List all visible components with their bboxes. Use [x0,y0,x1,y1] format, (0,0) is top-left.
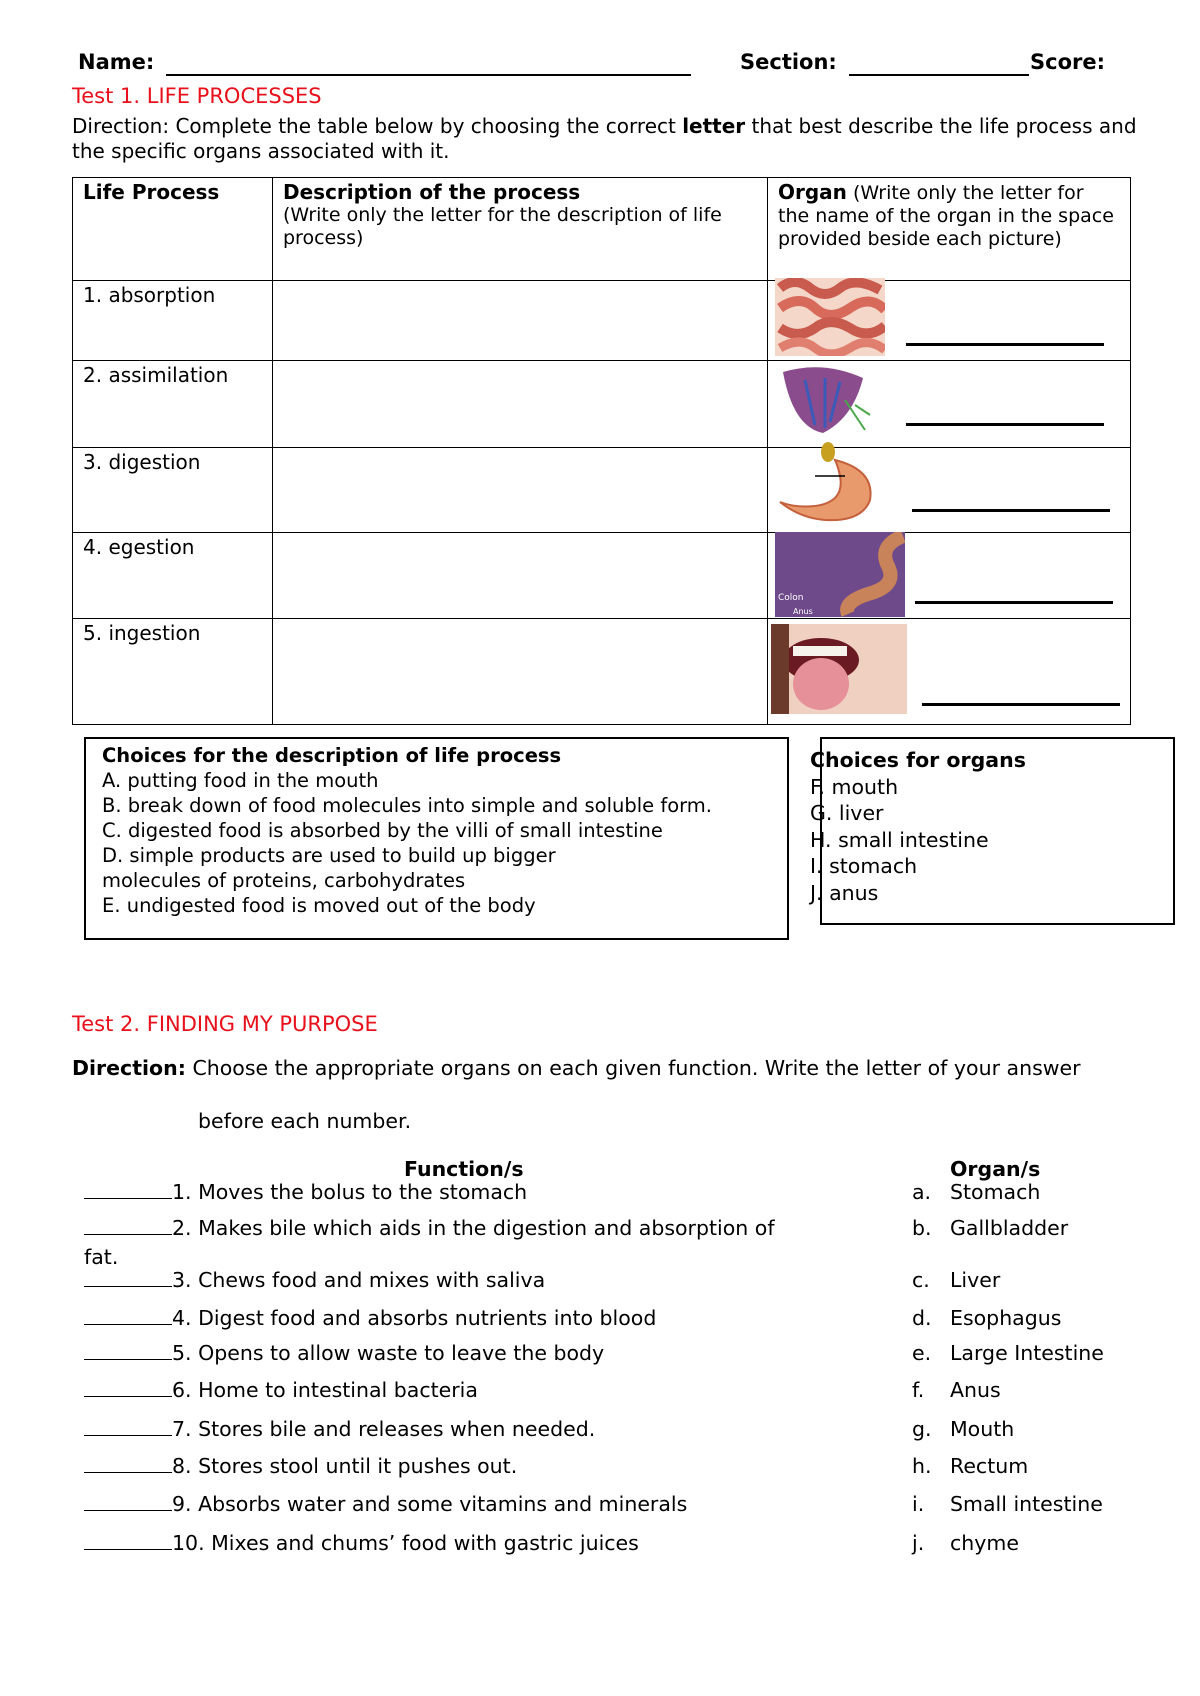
function-item [84,1341,604,1365]
organ-option: Rectum [950,1454,1029,1478]
answer-cell-3[interactable] [273,448,768,533]
function-text: 2. Makes bile which aids in the digestion and absorption of [172,1216,775,1240]
choice-h: H. small intestine [810,827,989,852]
test2-direction-cont: before each number. [198,1109,412,1133]
function-text: 5. Opens to allow waste to leave the body [172,1341,605,1365]
colon-anus-image [775,532,905,617]
row-egestion: 4. egestion [73,533,273,619]
function-text: 7. Stores bile and releases when needed. [172,1417,596,1441]
function-text: 8. Stores stool until it pushes out. [172,1454,518,1478]
life-process-table [72,177,1131,725]
organ-choices-title: Choices for organs [810,748,1026,772]
stomach-image [775,440,885,525]
answer-cell-5[interactable] [273,619,768,725]
answer-blank[interactable] [84,1531,172,1550]
choice-a: A. putting food in the mouth [102,769,379,792]
function-header: Function/s [404,1157,524,1181]
row-ingestion: 5. ingestion [73,619,273,725]
organ-letter: c. [912,1268,930,1292]
col-life-process: Life Process [83,180,220,204]
organ-answer-line-4[interactable] [915,601,1113,604]
organ-letter: i. [912,1492,925,1516]
answer-blank[interactable] [84,1268,172,1287]
col-organ: Organ (Write only the letter for the name of the organ in the space provided beside each picture) [768,178,1131,281]
function-2-cont: fat. [84,1245,119,1269]
function-item [84,1454,517,1478]
organ-option: Esophagus [950,1306,1062,1330]
organ-option: Liver [950,1268,1001,1292]
choice-b: B. break down of food molecules into simple and soluble form. [102,794,713,817]
organ-option: Mouth [950,1417,1015,1441]
col-description-note: (Write only the letter for the description of life process) [283,204,722,249]
organ-letter: f. [912,1378,925,1402]
organ-header: Organ/s [950,1157,1041,1181]
answer-blank[interactable] [84,1417,172,1436]
function-item [84,1378,478,1402]
answer-cell-2[interactable] [273,361,768,448]
answer-blank[interactable] [84,1180,172,1199]
organ-letter: j. [912,1531,925,1555]
test2-direction: Direction: Choose the appropriate organs on each given function. Write the letter of your answer [72,1056,1081,1080]
section-label: Section: [740,50,837,74]
name-field[interactable] [166,74,691,76]
function-item [84,1268,545,1292]
small-intestine-image [775,278,885,356]
organ-letter: e. [912,1341,932,1365]
function-text: 3. Chews food and mixes with saliva [172,1268,546,1292]
anus-caption: Anus [793,607,813,616]
organ-option: Large Intestine [950,1341,1104,1365]
organ-letter: a. [912,1180,932,1204]
row-absorption: 1. absorption [73,281,273,361]
choice-j: J. anus [810,880,879,905]
choice-d-cont: molecules of proteins, carbohydrates [102,869,466,892]
choice-i: I. stomach [810,854,918,878]
function-text: 6. Home to intestinal bacteria [172,1378,478,1402]
function-text: 10. Mixes and chums’ food with gastric juices [172,1531,639,1555]
organ-letter: b. [912,1216,932,1240]
organ-option: Small intestine [950,1492,1103,1516]
test1-direction: Direction: Complete the table below by choosing the correct letter that best describe the life process and the specific organs associated with it. [72,114,1137,163]
answer-blank[interactable] [84,1216,172,1235]
organ-answer-line-2[interactable] [906,423,1104,426]
answer-cell-4[interactable] [273,533,768,619]
function-item [84,1531,639,1555]
score-label: Score: [1030,50,1105,74]
choice-f: F. mouth [810,774,899,799]
organ-answer-line-3[interactable] [912,509,1110,512]
test2-title: Test 2. FINDING MY PURPOSE [72,1012,378,1036]
organ-choices-box [810,737,1175,925]
answer-blank[interactable] [84,1454,172,1473]
answer-blank[interactable] [84,1341,172,1360]
answer-blank[interactable] [84,1492,172,1511]
function-item [84,1417,595,1441]
answer-blank[interactable] [84,1378,172,1397]
organ-letter: h. [912,1454,932,1478]
row-digestion: 3. digestion [73,448,273,533]
organ-letter: d. [912,1306,932,1330]
choice-e: E. undigested food is moved out of the body [102,894,536,917]
description-choices-box [84,737,789,940]
organ-option: Stomach [950,1180,1041,1204]
organ-answer-line-1[interactable] [906,343,1104,346]
organ-option: chyme [950,1531,1019,1555]
name-label: Name: [78,50,155,74]
function-text: 4. Digest food and absorbs nutrients into blood [172,1306,657,1330]
answer-blank[interactable] [84,1306,172,1325]
organ-option: Gallbladder [950,1216,1069,1240]
row-assimilation: 2. assimilation [73,361,273,448]
function-item [84,1306,656,1330]
col-description: Description of the process [283,180,581,204]
choice-d: D. simple products are used to build up bigger [102,844,556,867]
function-item [84,1216,775,1240]
function-item [84,1180,527,1204]
mouth-image [771,624,907,714]
function-text: 9. Absorbs water and some vitamins and minerals [172,1492,688,1516]
function-item [84,1492,687,1516]
answer-cell-1[interactable] [273,281,768,361]
organ-letter: g. [912,1417,932,1441]
colon-caption: Colon [778,593,804,603]
test1-title: Test 1. LIFE PROCESSES [72,84,322,108]
organ-answer-line-5[interactable] [922,703,1120,706]
organ-option: Anus [950,1378,1001,1402]
choice-g: G. liver [810,801,884,825]
choice-c: C. digested food is absorbed by the villi of small intestine [102,819,663,842]
section-field[interactable] [849,74,1029,76]
function-text: 1. Moves the bolus to the stomach [172,1180,528,1204]
liver-image [775,360,875,440]
description-choices-title: Choices for the description of life process [102,744,562,767]
